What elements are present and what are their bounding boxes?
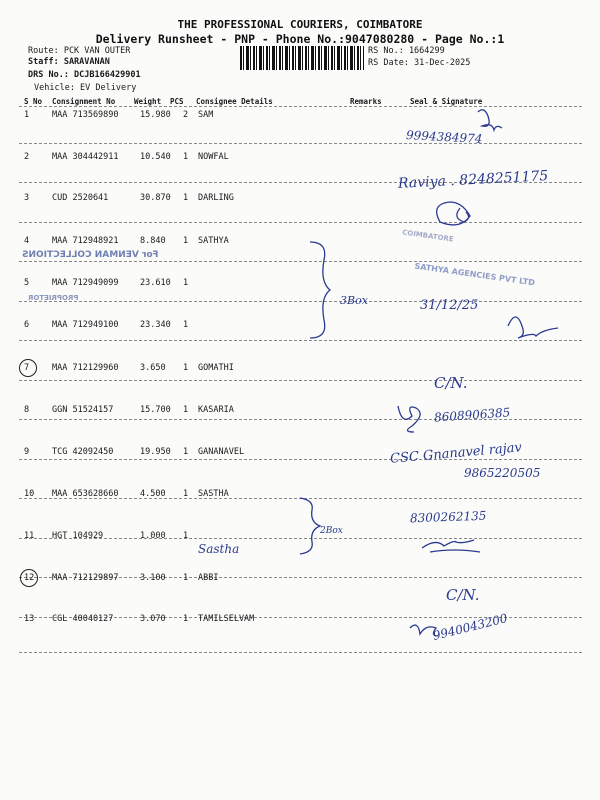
row-weight: 15.980: [140, 110, 171, 120]
row-weight: 3.650: [140, 363, 166, 373]
row-consignment: MAA 712129960: [52, 363, 119, 373]
group-2box-note: 2Box: [320, 526, 343, 536]
row8-phone-handwritten: 8608906385: [433, 405, 511, 425]
row2-note-handwritten: Raviya . 8248251175: [397, 168, 549, 192]
row-sno: 6: [24, 320, 30, 330]
vehicle-label: Vehicle: EV Delivery: [34, 83, 137, 93]
row-sno: 13: [24, 614, 35, 624]
row-consignment: MAA 712129897: [52, 573, 119, 583]
row-consignment: MAA 712949100: [52, 320, 119, 330]
signature-scribble: [478, 110, 502, 130]
row-pcs: 1: [183, 363, 189, 373]
row-consignment: TCG 42092450: [52, 447, 114, 457]
row-consignment: MAA 712949099: [52, 278, 119, 288]
row11-name-handwritten: Sastha: [198, 542, 240, 556]
row-pcs: 2: [183, 110, 189, 120]
rs-date: RS Date: 31-Dec-2025: [368, 58, 471, 68]
row-consignee: ABBI: [198, 573, 219, 583]
row-weight: 19.950: [140, 447, 171, 457]
brace-2box: [300, 498, 320, 554]
proprietor-stamp: PROPRIETOR: [28, 294, 79, 302]
row-sno: 9: [24, 447, 30, 457]
row-consignment: GGN 51524157: [52, 405, 114, 415]
row-sno: 3: [24, 193, 30, 203]
col-seal-signature: Seal & Signature: [410, 97, 483, 106]
row-sno: 10: [24, 489, 35, 499]
row-sno: 2: [24, 152, 30, 162]
row-pcs: 1: [183, 405, 189, 415]
row10-phone-handwritten: 8300262135: [409, 508, 487, 526]
row1-phone-handwritten: 9994384974: [405, 128, 483, 146]
drs-number: DRS No.: DCJB166429901: [28, 70, 141, 80]
group-3box-note: 3Box: [340, 294, 368, 307]
company-title: THE PROFESSIONAL COURIERS, COIMBATORE: [177, 18, 423, 31]
row-pcs: 1: [183, 193, 189, 203]
row-consignee: TAMILSELVAM: [198, 614, 255, 624]
row7-cn-handwritten: C/N.: [434, 374, 468, 392]
row-consignee: SATHYA: [198, 236, 229, 246]
row-consignment: MAA 712948921: [52, 236, 119, 246]
row-consignment: MAA 653628660: [52, 489, 119, 499]
row12-cn-handwritten: C/N.: [446, 586, 480, 604]
row9-phone-handwritten: 9865220505: [464, 466, 541, 480]
row-pcs: 1: [183, 152, 189, 162]
row-weight: 10.540: [140, 152, 171, 162]
signature-scribble: [508, 317, 558, 338]
row-weight: 23.610: [140, 278, 171, 288]
row9-note-handwritten: CSC Gnanavel rajav: [389, 440, 523, 467]
brace-3box: [310, 242, 330, 338]
row-sno: 5: [24, 278, 30, 288]
row-consignment: MAA 304442911: [52, 152, 119, 162]
runsheet-subtitle: Delivery Runsheet - PNP - Phone No.:9047080280 - Page No.:1: [95, 32, 505, 46]
row-pcs: 1: [183, 531, 189, 541]
coimbatore-stamp: COIMBATORE: [401, 228, 455, 244]
row-pcs: 1: [183, 320, 189, 330]
date-handwritten: 31/12/25: [420, 298, 479, 313]
row-consignee: GOMATHI: [198, 363, 234, 373]
col-remarks: Remarks: [350, 97, 382, 106]
route-label: Route: PCK VAN OUTER: [28, 46, 131, 56]
signature-scribble: [437, 202, 470, 225]
row-weight: 1.000: [140, 531, 166, 541]
row-sno: 4: [24, 236, 30, 246]
row-pcs: 1: [183, 614, 189, 624]
row-sno: 12: [24, 573, 35, 583]
col-consignment: Consignment No: [52, 97, 116, 106]
row-weight: 4.500: [140, 489, 166, 499]
row13-phone-handwritten: 9940043200: [431, 610, 509, 644]
row-consignee: NOWFAL: [198, 152, 229, 162]
staff-label: Staff: SARAVANAN: [28, 57, 110, 67]
row-pcs: 1: [183, 573, 189, 583]
row-consignee: GANANAVEL: [198, 447, 245, 457]
row-weight: 8.840: [140, 236, 166, 246]
row-sno: 7: [24, 363, 30, 373]
row-weight: 30.870: [140, 193, 171, 203]
row-weight: 3.100: [140, 573, 166, 583]
row-pcs: 1: [183, 447, 189, 457]
row-consignment: CUD 2520641: [52, 193, 109, 203]
row-pcs: 1: [183, 278, 189, 288]
row-consignment: MAA 713569890: [52, 110, 119, 120]
row-sno: 8: [24, 405, 30, 415]
venman-collections-stamp: For VENMAN COLLECTIONS: [22, 250, 159, 260]
col-consignee: Consignee Details: [196, 97, 273, 106]
row-consignee: KASARIA: [198, 405, 234, 415]
row-consignee: SAM: [198, 110, 214, 120]
row-weight: 15.700: [140, 405, 171, 415]
sathya-agencies-stamp: SATHYA AGENCIES PVT LTD: [413, 261, 536, 288]
row-consignee: DARLING: [198, 193, 234, 203]
rs-number: RS No.: 1664299: [368, 46, 445, 56]
col-sno: S No: [24, 97, 43, 106]
signature-scribble: [422, 540, 480, 552]
row-pcs: 1: [183, 236, 189, 246]
row-weight: 3.070: [140, 614, 166, 624]
col-weight: Weight: [134, 97, 162, 106]
col-pcs: PCS: [170, 97, 184, 106]
signature-scribble: [398, 406, 420, 432]
row-weight: 23.340: [140, 320, 171, 330]
row-sno: 11: [24, 531, 35, 541]
row-consignment: CGL 40040127: [52, 614, 114, 624]
row-pcs: 1: [183, 489, 189, 499]
row-sno: 1: [24, 110, 30, 120]
row-consignee: SASTHA: [198, 489, 229, 499]
row-consignment: HGT 104929: [52, 531, 104, 541]
